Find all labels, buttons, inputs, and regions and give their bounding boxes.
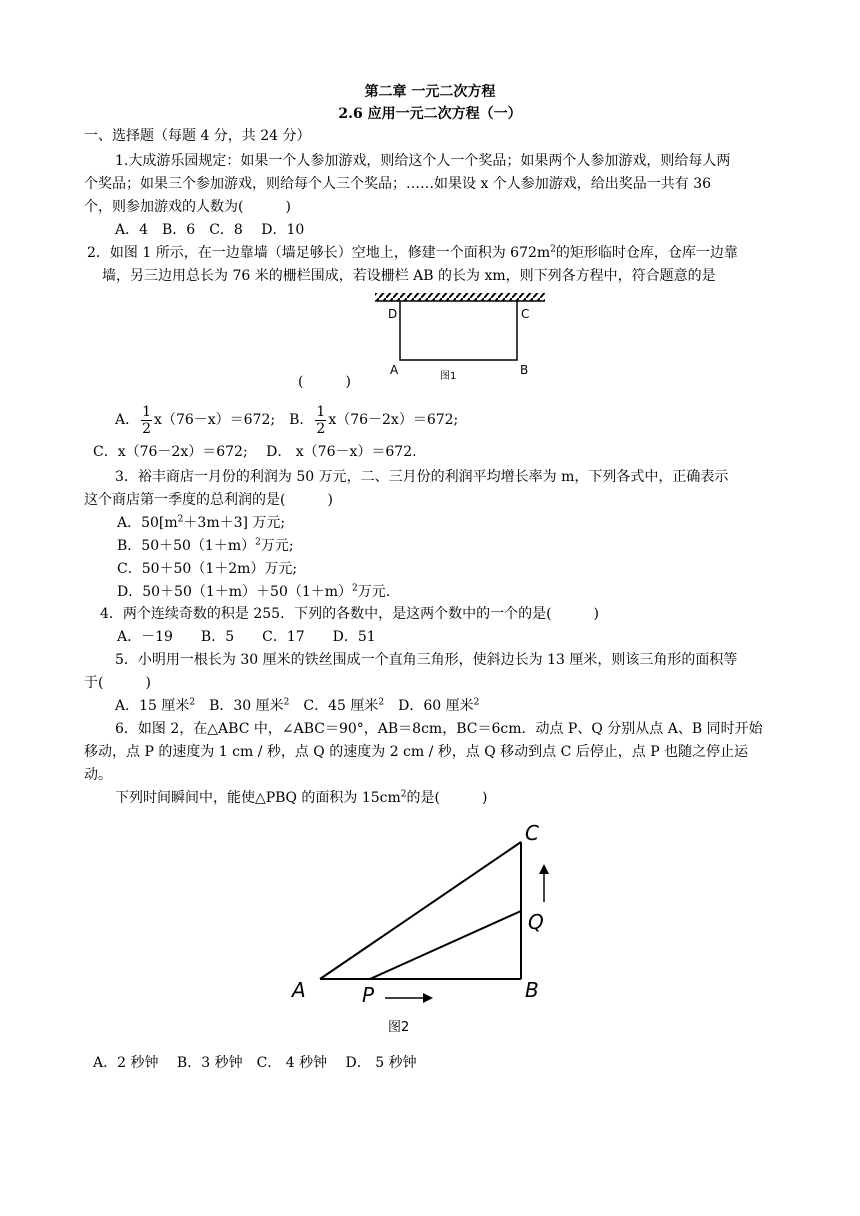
q3-option-c: C．50＋50（1＋2m）万元; bbox=[117, 561, 298, 577]
side-ac bbox=[320, 842, 521, 979]
q3-line1: 3．裕丰商店一月份的利润为 50 万元，二、三月份的利润平均增长率为 m，下列各式中，正确表示 bbox=[115, 469, 729, 485]
figure-2 bbox=[285, 812, 575, 1040]
chapter-title: 第二章 一元二次方程 bbox=[364, 84, 496, 100]
q3-option-d: D．$50+50(1+m)+50(1+m)^2$万元. bbox=[117, 583, 391, 600]
q1-line2: 个奖品；如果三个参加游戏，则给每个人三个奖品；……如果设 x 个人参加游戏，给出奖品一共有 36 bbox=[84, 176, 712, 192]
q3-option-a: A．$50[m^2+3m+3]$ 万元; bbox=[117, 514, 286, 531]
q6-line2: 移动，点 P 的速度为 1 cm / 秒，点 Q 的速度为 2 cm / 秒，点 Q 移动到点 C 后停止，点 P 也随之停止运 bbox=[84, 744, 749, 760]
wall-hatch bbox=[375, 293, 545, 301]
label-fig2-a: A bbox=[292, 978, 306, 1002]
q2-blank: ( ) bbox=[298, 374, 351, 390]
q3-line2: 这个商店第一季度的总利润的是( ) bbox=[84, 492, 333, 508]
part-heading: 一、选择题（每题 4 分，共 24 分） bbox=[84, 128, 311, 144]
q2-options-ab: A． $\frac{1}{2}$ x（76－x）＝672; B． $\frac{1}{2}$ x（76－2x）＝672; bbox=[115, 403, 459, 437]
label-d: D bbox=[388, 307, 398, 321]
q6-line1: 6．如图 2，在△ABC 中，∠ABC＝90°，AB＝8cm，BC＝6cm．动点 P、Q 分别从点 A、B 同时开始 bbox=[115, 721, 763, 737]
q4-line1: 4．两个连续奇数的积是 255．下列的各数中，是这两个数中的一个的是( ) bbox=[100, 606, 600, 622]
q6-line3: 动。 bbox=[84, 767, 112, 783]
q1-options: A．4 B．6 C．8 D．10 bbox=[115, 222, 305, 238]
segment-pq bbox=[370, 911, 521, 979]
fraction-half: $\frac{1}{2}$ bbox=[316, 403, 326, 437]
arrow-p-head bbox=[423, 993, 433, 1003]
q6-line4: 下列时间瞬间中，能使△PBQ 的面积为 $15cm^2$的是( ) bbox=[115, 789, 488, 806]
section-title: 2.6 应用一元二次方程（一） bbox=[338, 106, 522, 122]
figure-2-caption: 图2 bbox=[388, 1020, 410, 1035]
fraction-half: $\frac{1}{2}$ bbox=[142, 403, 152, 437]
q2-options-cd: C．x（76－2x）＝672; D． x（76－x）＝672. bbox=[93, 444, 417, 460]
q5-line2: 于( ) bbox=[84, 675, 151, 691]
label-fig2-b: B bbox=[525, 978, 539, 1002]
label-fig2-c: C bbox=[525, 821, 539, 845]
q2-line1: 2．如图 1 所示，在一边靠墙（墙足够长）空地上，修建一个面积为 $672m^2$的矩形临时仓库，仓库一边靠 bbox=[87, 244, 738, 261]
q3-option-b: B．$50+50(1+m)^2$万元; bbox=[117, 537, 294, 554]
label-fig2-q: Q bbox=[528, 910, 544, 934]
q6-options: A．2 秒钟 B．3 秒钟 C． 4 秒钟 D． 5 秒钟 bbox=[93, 1055, 417, 1071]
arrow-q-head bbox=[539, 864, 549, 874]
figure-1 bbox=[365, 290, 555, 382]
q1-line3: 个，则参加游戏的人数为( ) bbox=[84, 199, 291, 215]
q1-line1: 1.大成游乐园规定：如果一个人参加游戏，则给这个人一个奖品；如果两个人参加游戏，则给每人两 bbox=[115, 153, 731, 169]
q5-options: A．15 厘米$^2$ B．30 厘米$^2$ C．45 厘米$^2$ D．60 厘米$^2$ bbox=[115, 697, 480, 714]
figure-1-caption: 图1 bbox=[440, 371, 457, 382]
label-c: C bbox=[521, 307, 530, 321]
q2-line2: 墙，另三边用总长为 76 米的栅栏围成，若设栅栏 AB 的长为 xm，则下列各方程中，符合题意的是 bbox=[102, 268, 716, 284]
label-fig2-p: P bbox=[362, 983, 375, 1007]
q4-options: A．－19 B．5 C．17 D．51 bbox=[117, 629, 376, 645]
q5-line1: 5．小明用一根长为 30 厘米的铁丝围成一个直角三角形，使斜边长为 13 厘米，则该三角形的面积等 bbox=[115, 652, 738, 668]
label-a: A bbox=[390, 363, 399, 377]
fence-rectangle bbox=[400, 301, 517, 360]
label-b: B bbox=[520, 363, 529, 377]
